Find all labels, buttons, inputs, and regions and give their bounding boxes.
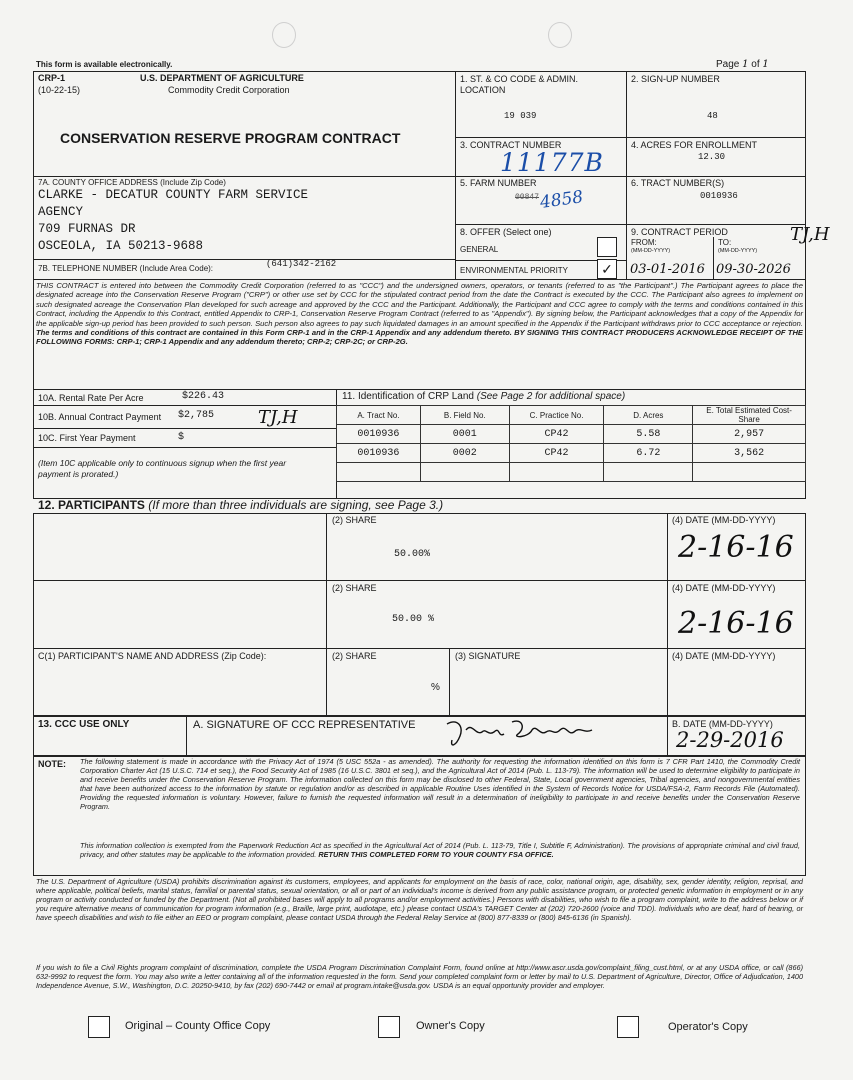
table-cell: 0001 <box>420 425 509 444</box>
share-value-2: 50.00 % <box>392 614 435 625</box>
table-cell: CP42 <box>509 444 604 463</box>
table-cell: 5.58 <box>604 425 693 444</box>
offer-env-checkbox[interactable]: ✓ <box>597 259 617 279</box>
participant-name-label: C(1) PARTICIPANT'S NAME AND ADDRESS (Zip Code): <box>38 651 267 661</box>
usda-nondiscrimination: The U.S. Department of Agriculture (USDA) prohibits discrimination against its customers, employees, and applicants for employment on the basis of race, color, national origin, age, disability, sex, gender identity, religion, reprisal, and where applicable, political beliefs, marital status, familial or parental status, sexual orientation, or all or part of an individual's income is derived from any public assistance program, or protected genetic information in employment or in any program or activity conducted or funded by the Department. (Not all prohibited bases will apply to all programs and/or employment activities.) Persons with disabilities, who wish to file a program complaint, write to the address below or if you require alternative means of communication for program information (e.g., Braille, large print, audiotape, etc.) please contact USDA's TARGET Center at (202) 720-2600 (voice and TDD). Individuals who are deaf, hard of hearing, or have speech disabilities and wish to file either an EEO or program complaint, please contact USDA through the Federal Relay Service at (800) 877-8339 or (800) 845-6136 (in Spanish). <box>36 877 803 922</box>
crp-land-header: E. Total Estimated Cost-Share <box>693 406 806 425</box>
date-label: (4) DATE (MM-DD-YYYY) <box>672 651 776 661</box>
form-id: CRP-1 <box>38 73 66 83</box>
ccc-signature <box>442 714 612 752</box>
offer-label: 8. OFFER (Select one) <box>460 227 552 237</box>
crp-land-header-row <box>337 406 806 425</box>
county-address-line: AGENCY <box>38 205 84 219</box>
crp-land-table <box>336 405 806 482</box>
share-percent: % <box>431 682 440 693</box>
county-address-label: 7A. COUNTY OFFICE ADDRESS (Include Zip Code) <box>38 178 226 187</box>
offer-env-label: ENVIRONMENTAL PRIORITY <box>460 266 569 275</box>
form-title: CONSERVATION RESERVE PROGRAM CONTRACT <box>60 130 401 146</box>
table-row <box>337 463 806 482</box>
ccc-title: 13. CCC USE ONLY <box>38 719 130 730</box>
table-cell <box>337 463 421 482</box>
county-address <box>38 187 308 255</box>
crp-land-header: C. Practice No. <box>509 406 604 425</box>
agency-name: U.S. DEPARTMENT OF AGRICULTURE <box>140 73 304 83</box>
available-note: This form is available electronically. <box>36 60 173 69</box>
original-copy-checkbox[interactable] <box>88 1016 110 1038</box>
contract-period-label: 9. CONTRACT PERIOD <box>631 227 728 237</box>
participants-title: 12. PARTICIPANTS (If more than three individuals are signing, see Page 3.) <box>38 498 444 512</box>
table-cell: 3,562 <box>693 444 806 463</box>
rental-rate-label: 10A. Rental Rate Per Acre <box>38 393 144 403</box>
farm-number-label: 5. FARM NUMBER <box>460 178 537 188</box>
initials-mark: TJ,H <box>258 407 298 428</box>
original-copy-label: Original – County Office Copy <box>125 1020 271 1032</box>
corp-name: Commodity Credit Corporation <box>168 85 290 95</box>
st-code-value: 19 039 <box>504 111 537 121</box>
table-cell <box>604 463 693 482</box>
first-year-note: (Item 10C applicable only to continuous signup when the first year payment is prorated.) <box>38 458 287 479</box>
date-label: (4) DATE (MM-DD-YYYY) <box>672 583 776 593</box>
ccc-date-label: B. DATE (MM-DD-YYYY) <box>672 719 773 729</box>
table-cell: 6.72 <box>604 444 693 463</box>
signature-label: (3) SIGNATURE <box>455 651 521 661</box>
share-value-1: 50.00% <box>394 549 431 560</box>
county-address-line: CLARKE - DECATUR COUNTY FARM SERVICE <box>38 188 309 202</box>
st-code-label: 1. ST. & CO CODE & ADMIN. LOCATION <box>460 74 579 95</box>
annual-payment-value: $2,785 <box>178 410 215 421</box>
owner-copy-checkbox[interactable] <box>378 1016 400 1038</box>
acres-label: 4. ACRES FOR ENROLLMENT <box>631 140 758 150</box>
date-label: (4) DATE (MM-DD-YYYY) <box>672 515 776 525</box>
crp-land-header: B. Field No. <box>420 406 509 425</box>
contract-number-label: 3. CONTRACT NUMBER <box>460 140 562 150</box>
phone-label: 7B. TELEPHONE NUMBER (Include Area Code): <box>38 264 214 273</box>
contract-number-value: 11177B <box>500 148 604 177</box>
table-cell: 0002 <box>420 444 509 463</box>
ccc-date-value: 2-29-2016 <box>676 728 784 752</box>
phone-value: (641)342-2162 <box>266 259 337 269</box>
signup-label: 2. SIGN-UP NUMBER <box>631 74 720 84</box>
table-row <box>337 425 806 444</box>
contract-terms-bold: The terms and conditions of this contract are contained in this Form CRP-1 and in the CRP-1 Appendix and any addendum thereto. BY SIGNING THIS CONTRACT PRODUCERS ACKNOWLEDGE RECEIPT OF THE FOLLOWING FORMS: CRP-1; CRP-1 Appendix and any addendum thereto; CRP-2; CRP-2C; or CRP-2G. <box>36 328 803 347</box>
initials-mark: TJ,H <box>790 224 830 245</box>
from-label: FROM: <box>631 238 657 247</box>
ccc-signature-label: A. SIGNATURE OF CCC REPRESENTATIVE <box>193 719 416 731</box>
county-address-line: OSCEOLA, IA 50213-9688 <box>38 239 204 253</box>
table-cell <box>509 463 604 482</box>
operator-copy-label: Operator's Copy <box>668 1021 748 1033</box>
crp-land-title: 11. Identification of CRP Land (See Page 2 for additional space) <box>342 391 626 402</box>
contract-terms-text <box>36 281 803 347</box>
from-format: (MM-DD-YYYY) <box>631 248 671 254</box>
first-year-label: 10C. First Year Payment <box>38 433 136 443</box>
tract-number-label: 6. TRACT NUMBER(S) <box>631 178 725 188</box>
punch-hole-icon <box>548 22 572 48</box>
table-cell: 0010936 <box>337 444 421 463</box>
table-row <box>337 444 806 463</box>
date-value-2: 2-16-16 <box>678 606 794 641</box>
date-value-1: 2-16-16 <box>678 530 794 565</box>
from-date-value: 03-01-2016 <box>630 262 705 277</box>
acres-value: 12.30 <box>698 152 726 162</box>
table-cell <box>693 463 806 482</box>
table-cell: 2,957 <box>693 425 806 444</box>
note-label: NOTE: <box>38 759 66 769</box>
offer-general-label: GENERAL <box>460 245 499 254</box>
farm-number-value: 4858 <box>538 187 585 213</box>
contract-terms-body: THIS CONTRACT is entered into between the Commodity Credit Corporation (referred to as "CCC") and the undersigned owners, operators, or tenants (referred to as "the Participant".) The Participant agrees to place the designated acreage into the Conservation Reserve Program ("CRP") or other use set by CCC for the stipulated contract period from the date the Contract is executed by the CCC. The Participant also agrees to implement on such designated acreage the Conservation Plan developed for such acreage and approved by the CCC and the Participant. Additionally, the Participant and CCC agree to comply with the terms and conditions contained in this Contract, including the Appendix to this Contract, entitled Appendix to CRP-1, Conservation Reserve Program Contract (referred to as "Appendix"). By signing below, the Participant acknowledges that a copy of the Appendix for the applicable sign-up period has been provided to such person. Such person also agrees to pay such liquidated damages in an amount specified in the Appendix if the Participant withdraws prior to CCC acceptance or rejection. <box>36 281 803 328</box>
tract-number-value: 0010936 <box>700 191 738 201</box>
operator-copy-checkbox[interactable] <box>617 1016 639 1038</box>
offer-general-checkbox[interactable] <box>597 237 617 257</box>
first-year-value: $ <box>178 432 185 443</box>
county-address-line: 709 FURNAS DR <box>38 222 136 236</box>
to-date-value: 09-30-2026 <box>716 262 791 277</box>
annual-payment-label: 10B. Annual Contract Payment <box>38 412 162 422</box>
share-label: (2) SHARE <box>332 651 377 661</box>
signup-value: 48 <box>707 111 718 121</box>
privacy-statement: The following statement is made in accordance with the Privacy Act of 1974 (5 USC 552a - as amended). The authority for requesting the information identified on this form is 7 CFR Part 1410, the Commodity Credit Corporation Charter Act (15 U.S.C. 714 et seq.), the Food Security Act of 1985 (16 U.S.C. 3801 et seq.), and the Agricultural Act of 2014 (Pub. L. 113-79). The information will be used to determine eligibility to participate in and receive benefits under the Conservation Reserve Program. The information collected on this form may be disclosed to other Federal, State, Local government agencies, Tribal agencies, and nongovernmental entities that have been authorized access to the information by statute or regulation and/or as described in applicable Routine Uses identified in the System of Records Notice for USDA/FSA-2, Farm Records File (Automated). Providing the requested information is voluntary. However, failure to furnish the requested information will result in a determination of ineligibility to participate in and receive benefits under the Conservation Reserve Program. <box>80 757 800 811</box>
table-cell: CP42 <box>509 425 604 444</box>
farm-number-struck: 00847 <box>515 193 540 202</box>
form-date: (10-22-15) <box>38 85 81 95</box>
punch-hole-icon <box>272 22 296 48</box>
crp-land-header: D. Acres <box>604 406 693 425</box>
to-format: (MM-DD-YYYY) <box>718 248 758 254</box>
paperwork-statement: This information collection is exempted from the Paperwork Reduction Act as specified in the Agricultural Act of 2014 (Pub. L. 113-79, Title I, Subtitle F, Administration). The provisions of appropriate criminal and civil fraud, privacy, and other statutes may be applicable to the information provided. RETURN THIS COMPLETED FORM TO YOUR COUNTY FSA OFFICE. <box>80 841 800 859</box>
crp-land-header: A. Tract No. <box>337 406 421 425</box>
owner-copy-label: Owner's Copy <box>416 1020 485 1032</box>
rental-rate-value: $226.43 <box>182 391 225 402</box>
share-label: (2) SHARE <box>332 583 377 593</box>
to-label: TO: <box>718 238 732 247</box>
table-cell: 0010936 <box>337 425 421 444</box>
share-label: (2) SHARE <box>332 515 377 525</box>
table-cell <box>420 463 509 482</box>
page-number: Page 1 of 1 <box>716 59 769 70</box>
civil-rights-statement: If you wish to file a Civil Rights program complaint of discrimination, complete the USDA Program Discrimination Complaint Form, found online at http://www.ascr.usda.gov/complaint_filing_cust.html, or at any USDA office, or call (866) 632-9992 to request the form. You may also write a letter containing all of the information requested in the form. Send your completed complaint form or letter by mail to U.S. Department of Agriculture, Director, Office of Adjudication, 1400 Independence Avenue, S.W., Washington, D.C. 20250-9410, by fax (202) 690-7442 or email at program.intake@usda.gov. USDA is an equal opportunity provider and employer. <box>36 963 803 990</box>
punch-holes <box>0 22 853 62</box>
